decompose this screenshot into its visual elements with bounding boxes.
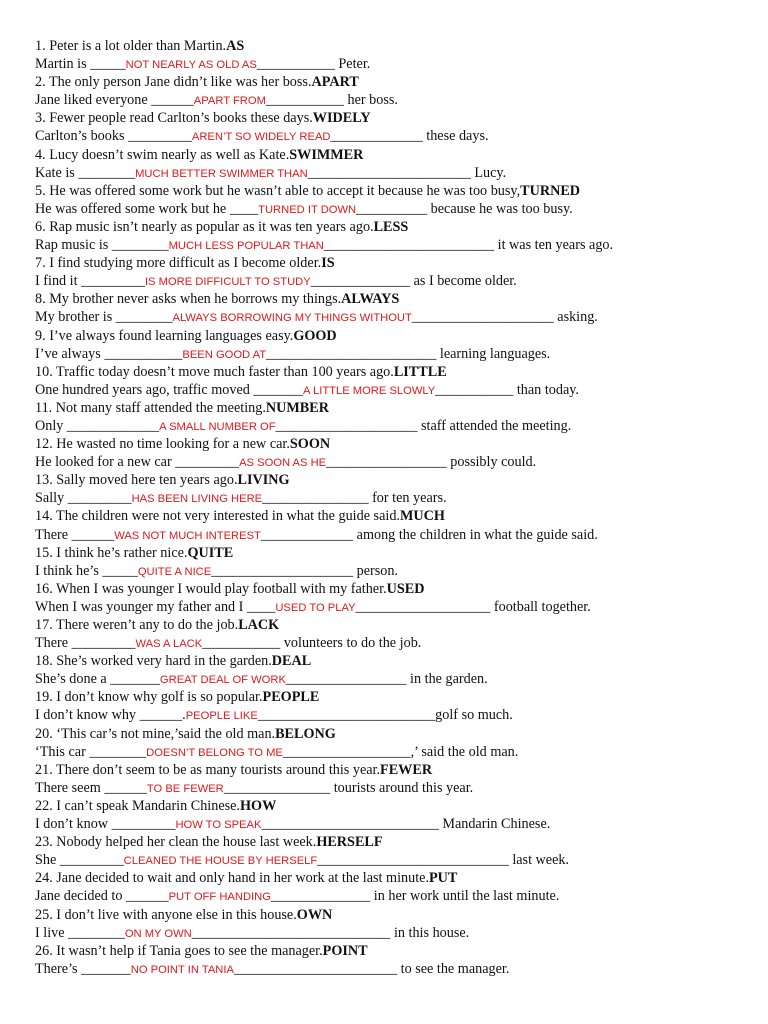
blank-after: _______________________	[233, 960, 398, 977]
exercise-prompt: I don’t know why golf is so popular.	[56, 689, 263, 706]
answer-start-text: I find it	[35, 273, 78, 290]
blank-before: _________	[175, 454, 240, 471]
handwritten-answer: ALWAYS BORROWING MY THINGS WITHOUT	[172, 312, 412, 325]
blank-before: _________	[67, 490, 132, 507]
answer-end-text: person.	[353, 562, 399, 579]
answer-start-text: When I was younger my father and I	[35, 598, 244, 615]
answer-start-text: I don’t know why	[35, 707, 137, 724]
blank-before: _________	[71, 635, 136, 652]
handwritten-answer: TURNED IT DOWN	[258, 203, 357, 216]
handwritten-answer: A SMALL NUMBER OF	[159, 420, 276, 433]
exercise-answer-line	[35, 164, 745, 182]
exercise-prompt: She’s worked very hard in the garden.	[56, 653, 272, 670]
exercise-answer-line	[35, 55, 745, 73]
exercise-prompt: He wasted no time looking for a new car.	[56, 436, 290, 453]
handwritten-answer: DOESN’T BELONG TO ME	[146, 746, 283, 759]
exercise-prompt: I don’t live with anyone else in this house.	[56, 906, 297, 923]
exercise-keyword: AS	[226, 38, 245, 54]
exercise-answer-line	[35, 200, 745, 218]
blank-after: ___________	[256, 56, 335, 73]
exercise-answer-line	[35, 634, 745, 652]
answer-end-text: because he was too busy.	[427, 200, 573, 217]
exercise-keyword: APART	[311, 74, 359, 91]
exercise-answer-line	[35, 851, 745, 869]
blank-before: ________	[68, 924, 125, 941]
blank-before: _________	[128, 128, 192, 145]
blank-before: ______	[71, 526, 115, 543]
exercise-prompt-line	[35, 73, 745, 91]
answer-end-text: ,’ said the old man.	[410, 743, 519, 760]
answer-start-text: There’s	[35, 960, 78, 977]
exercise-prompt: I think he’s rather nice.	[56, 544, 188, 561]
answer-start-text: Jane decided to	[35, 888, 123, 905]
exercise-answer-line	[35, 562, 745, 580]
exercise-prompt-line	[35, 37, 745, 55]
exercise-answer-line	[35, 779, 745, 797]
exercise-answer-line	[35, 887, 745, 905]
answer-start-text: Sally	[35, 490, 65, 507]
exercise-answer-line	[35, 308, 745, 326]
exercise-keyword: PUT	[429, 870, 458, 887]
handwritten-answer: MUCH LESS POPULAR THAN	[168, 240, 324, 253]
answer-end-text: Peter.	[334, 56, 371, 73]
exercise-number: 17.	[35, 617, 53, 633]
exercise-number: 3.	[35, 110, 46, 127]
blank-after: ____________________	[275, 417, 418, 434]
handwritten-answer: IS MORE DIFFICULT TO STUDY	[144, 276, 311, 289]
exercise-prompt-line	[35, 580, 745, 598]
exercise-number: 19.	[35, 689, 53, 706]
exercise-prompt: I’ve always found learning languages easy.	[49, 327, 294, 344]
exercise-keyword: LIVING	[237, 472, 290, 489]
blank-before: ______	[151, 92, 194, 109]
exercise-answer-line	[35, 91, 745, 109]
exercise-prompt: Jane decided to wait and only hand in her work at the last minute.	[56, 870, 429, 887]
answer-end-text: among the children in what the guide said.	[353, 526, 598, 543]
exercise-prompt: I can’t speak Mandarin Chinese.	[56, 797, 241, 814]
blank-after: ____________________________	[191, 924, 391, 941]
exercise-number: 13.	[35, 472, 53, 489]
exercise-keyword: HOW	[240, 797, 277, 814]
answer-start-text: I live	[35, 924, 65, 941]
exercise-keyword: QUITE	[187, 544, 234, 561]
handwritten-answer: HAS BEEN LIVING HERE	[131, 493, 263, 506]
exercise-answer-line	[35, 127, 745, 145]
exercise-number: 12.	[35, 436, 53, 453]
handwritten-answer: NO POINT IN TANIA	[130, 963, 234, 976]
exercise-number: 15.	[35, 544, 53, 561]
answer-end-text: golf so much.	[435, 707, 513, 724]
handwritten-answer: NOT NEARLY AS OLD AS	[125, 59, 257, 72]
exercise-prompt-line	[35, 833, 745, 851]
handwritten-answer: WAS NOT MUCH INTEREST	[114, 529, 261, 542]
answer-start-text: He was offered some work but he	[35, 200, 227, 217]
worksheet	[35, 37, 745, 978]
blank-after: ________________________	[323, 237, 495, 254]
exercise-prompt-line	[35, 146, 745, 164]
exercise-prompt: My brother never asks when he borrows my things.	[49, 291, 342, 308]
answer-end-text: her boss.	[343, 92, 398, 109]
answer-start-text: Only	[35, 417, 64, 434]
exercise-keyword: GOOD	[293, 327, 337, 344]
answer-end-text: as I become older.	[410, 273, 517, 290]
answer-end-text: in her work until the last minute.	[370, 888, 560, 905]
exercise-number: 14.	[35, 508, 53, 525]
answer-end-text: to see the manager.	[397, 960, 510, 977]
exercise-number: 4.	[35, 146, 46, 163]
answer-start-text: There	[35, 526, 69, 543]
exercise-prompt-line	[35, 616, 745, 634]
blank-before: _____________	[66, 417, 160, 434]
exercise-keyword: DEAL	[271, 653, 312, 670]
handwritten-answer: HOW TO SPEAK	[175, 819, 262, 832]
answer-end-text: tourists around this year.	[330, 779, 474, 796]
exercise-keyword: USED	[386, 580, 425, 597]
answer-start-text: He looked for a new car	[35, 454, 172, 471]
answer-start-text: I don’t know	[35, 816, 109, 833]
exercise-keyword: OWN	[296, 906, 333, 923]
blank-before: _________	[59, 852, 124, 869]
exercise-number: 9.	[35, 327, 46, 344]
answer-end-text: Mandarin Chinese.	[438, 816, 551, 833]
exercise-keyword: NUMBER	[265, 399, 329, 416]
exercise-prompt: Nobody helped her clean the house last week.	[56, 834, 317, 851]
exercise-prompt: There weren’t any to do the job.	[56, 617, 239, 633]
blank-after: _________________	[285, 671, 407, 688]
exercise-prompt: When I was younger I would play football with my father.	[56, 580, 387, 597]
exercise-prompt-line	[35, 507, 745, 525]
exercise-prompt: Rap music isn’t nearly as popular as it was ten years ago.	[49, 218, 374, 235]
exercise-keyword: IS	[321, 255, 335, 272]
exercise-prompt-line	[35, 399, 745, 417]
exercise-number: 2.	[35, 74, 46, 91]
exercise-prompt-line	[35, 471, 745, 489]
exercise-prompt: I find studying more difficult as I become older.	[49, 255, 322, 272]
answer-end-text: for ten years.	[368, 490, 447, 507]
exercise-answer-line	[35, 924, 745, 942]
exercise-answer-line	[35, 381, 745, 399]
exercise-prompt: The children were not very interested in what the guide said.	[56, 508, 400, 525]
exercise-prompt: The only person Jane didn’t like was her boss.	[48, 74, 312, 91]
blank-after: ____________________	[211, 562, 354, 579]
blank-after: _____________	[260, 526, 354, 543]
exercise-answer-line	[35, 272, 745, 290]
blank-before: ________	[89, 743, 147, 760]
answer-start-text: My brother is	[35, 309, 113, 326]
blank-after: ________________________	[266, 345, 437, 362]
exercise-answer-line	[35, 706, 745, 724]
exercise-number: 5.	[35, 182, 46, 199]
blank-after: ______________	[270, 888, 371, 905]
exercise-number: 21.	[35, 761, 53, 778]
handwritten-answer: A LITTLE MORE SLOWLY	[303, 384, 436, 397]
blank-before: _________	[111, 816, 176, 833]
blank-after: ____________________	[411, 309, 554, 326]
answer-start-text: There seem	[35, 779, 101, 796]
exercise-prompt: Fewer people read Carlton’s books these days.	[49, 110, 313, 127]
exercise-prompt: Peter is a lot older than Martin.	[49, 38, 227, 54]
answer-start-text: Martin is	[35, 56, 87, 73]
blank-before: ______.	[139, 707, 186, 724]
exercise-answer-line	[35, 815, 745, 833]
exercise-keyword: LESS	[373, 218, 409, 235]
answer-start-text: Kate is	[35, 164, 75, 181]
answer-start-text: Rap music is	[35, 237, 109, 254]
exercise-answer-line	[35, 670, 745, 688]
exercise-keyword: LITTLE	[393, 363, 447, 380]
exercise-keyword: MUCH	[399, 508, 445, 525]
answer-end-text: in this house.	[390, 924, 470, 941]
exercise-prompt: ‘This car’s not mine,’said the old man.	[56, 725, 276, 742]
exercise-keyword: PEOPLE	[262, 689, 320, 706]
exercise-answer-line	[35, 345, 745, 363]
handwritten-answer: APART FROM	[193, 95, 266, 108]
exercise-number: 10.	[35, 363, 53, 380]
exercise-number: 22.	[35, 797, 53, 814]
answer-start-text: I think he’s	[35, 562, 99, 579]
exercise-prompt-line	[35, 688, 745, 706]
exercise-keyword: HERSELF	[316, 834, 383, 851]
exercise-keyword: LACK	[238, 617, 280, 633]
blank-after: _________________	[326, 454, 447, 471]
blank-after: ___________	[202, 635, 281, 652]
blank-after: ___________	[435, 381, 514, 398]
answer-start-text: ‘This car	[35, 743, 86, 760]
exercise-prompt-line	[35, 435, 745, 453]
exercise-prompt-line	[35, 109, 745, 127]
blank-after: _______________	[262, 490, 369, 507]
blank-before: ________	[111, 237, 169, 254]
exercise-answer-line	[35, 960, 745, 978]
exercise-prompt-line	[35, 761, 745, 779]
exercise-number: 20.	[35, 725, 53, 742]
exercise-prompt-line	[35, 363, 745, 381]
answer-start-text: One hundred years ago, traffic moved	[35, 381, 250, 398]
handwritten-answer: GREAT DEAL OF WORK	[159, 674, 286, 687]
exercise-prompt-line	[35, 544, 745, 562]
blank-before: ________	[78, 164, 136, 181]
blank-before: _______	[81, 960, 131, 977]
exercise-number: 8.	[35, 291, 46, 308]
blank-before: ______	[126, 888, 169, 905]
blank-after: ___________________________	[317, 852, 509, 869]
exercise-prompt-line	[35, 652, 745, 670]
exercise-prompt: There don’t seem to be as many tourists around this year.	[56, 761, 381, 778]
exercise-keyword: WIDELY	[312, 110, 371, 127]
exercise-prompt: It wasn’t help if Tania goes to see the manager.	[56, 942, 323, 959]
exercise-prompt: He was offered some work but he wasn’t able to accept it because he was too busy,	[49, 182, 521, 199]
answer-end-text: volunteers to do the job.	[280, 635, 422, 652]
answer-end-text: last week.	[508, 852, 570, 869]
blank-after: _________________________	[257, 707, 436, 724]
blank-before: ____	[246, 598, 276, 615]
exercise-number: 18.	[35, 653, 53, 670]
blank-after: _______________________	[307, 164, 471, 181]
handwritten-answer: QUITE A NICE	[137, 565, 212, 578]
exercise-answer-line	[35, 489, 745, 507]
exercise-answer-line	[35, 743, 745, 761]
blank-after: ______________	[310, 273, 411, 290]
exercise-keyword: ALWAYS	[341, 291, 400, 308]
exercise-answer-line	[35, 453, 745, 471]
exercise-prompt-line	[35, 327, 745, 345]
handwritten-answer: AS SOON AS HE	[239, 457, 327, 470]
handwritten-answer: BEEN GOOD AT	[182, 348, 267, 361]
exercise-keyword: BELONG	[275, 725, 336, 742]
blank-before: _______	[253, 381, 304, 398]
answer-end-text: football together.	[490, 598, 591, 615]
blank-before: ________	[115, 309, 173, 326]
exercise-answer-line	[35, 598, 745, 616]
handwritten-answer: PUT OFF HANDING	[168, 891, 271, 904]
handwritten-answer: ON MY OWN	[124, 927, 192, 940]
answer-start-text: I’ve always	[35, 345, 101, 362]
exercise-prompt: Not many staff attended the meeting.	[55, 399, 266, 416]
blank-before: _____	[90, 56, 126, 73]
exercise-answer-line	[35, 526, 745, 544]
answer-start-text: Jane liked everyone	[35, 92, 148, 109]
exercise-prompt-line	[35, 218, 745, 236]
blank-after: ___________________	[355, 598, 491, 615]
exercise-prompt-line	[35, 725, 745, 743]
blank-before: _______	[110, 671, 160, 688]
exercise-keyword: POINT	[322, 942, 368, 959]
exercise-number: 25.	[35, 906, 53, 923]
answer-end-text: it was ten years ago.	[494, 237, 614, 254]
exercise-prompt-line	[35, 797, 745, 815]
exercise-prompt-line	[35, 942, 745, 960]
exercise-keyword: FEWER	[380, 761, 433, 778]
blank-after: _____________	[330, 128, 423, 145]
blank-after: ___________	[265, 92, 344, 109]
answer-end-text: staff attended the meeting.	[417, 417, 572, 434]
blank-after: __________	[356, 200, 428, 217]
exercise-keyword: SWIMMER	[289, 146, 364, 163]
exercise-number: 23.	[35, 834, 53, 851]
exercise-prompt: Traffic today doesn’t move much faster than 100 years ago.	[56, 363, 394, 380]
exercise-number: 11.	[35, 399, 53, 416]
answer-end-text: possibly could.	[446, 454, 537, 471]
exercise-prompt-line	[35, 869, 745, 887]
blank-before: ______	[104, 779, 147, 796]
exercise-number: 16.	[35, 580, 53, 597]
answer-start-text: She’s done a	[35, 671, 107, 688]
exercise-prompt-line	[35, 182, 745, 200]
exercise-prompt-line	[35, 254, 745, 272]
exercise-answer-line	[35, 417, 745, 435]
blank-after: _______________	[223, 779, 331, 796]
blank-before: ____	[229, 200, 259, 217]
handwritten-answer: MUCH BETTER SWIMMER THAN	[135, 167, 308, 180]
handwritten-answer: PEOPLE LIKE	[185, 710, 258, 723]
exercise-prompt-line	[35, 290, 745, 308]
answer-end-text: these days.	[422, 128, 489, 145]
answer-start-text: Carlton’s books	[35, 128, 125, 145]
handwritten-answer: USED TO PLAY	[275, 601, 356, 614]
blank-before: _____	[102, 562, 138, 579]
answer-end-text: learning languages.	[436, 345, 551, 362]
exercise-answer-line	[35, 236, 745, 254]
exercise-number: 24.	[35, 870, 53, 887]
handwritten-answer: CLEANED THE HOUSE BY HERSELF	[123, 855, 318, 868]
exercise-keyword: TURNED	[520, 182, 581, 199]
answer-end-text: in the garden.	[406, 671, 488, 688]
answer-start-text: There	[35, 635, 69, 652]
blank-before: ___________	[104, 345, 183, 362]
exercise-number: 1.	[35, 38, 46, 54]
answer-end-text: asking.	[553, 309, 598, 326]
handwritten-answer: AREN’T SO WIDELY READ	[191, 131, 331, 144]
blank-before: _________	[81, 273, 145, 290]
answer-end-text: than today.	[513, 381, 579, 398]
answer-start-text: She	[35, 852, 57, 869]
blank-after: __________________	[282, 743, 411, 760]
exercise-prompt-line	[35, 906, 745, 924]
blank-after: _________________________	[261, 816, 439, 833]
exercise-number: 6.	[35, 218, 46, 235]
handwritten-answer: TO BE FEWER	[146, 782, 224, 795]
exercise-number: 7.	[35, 255, 46, 272]
exercise-prompt: Sally moved here ten years ago.	[56, 472, 238, 489]
handwritten-answer: WAS A LACK	[135, 638, 203, 651]
answer-end-text: Lucy.	[470, 164, 507, 181]
exercise-prompt: Lucy doesn’t swim nearly as well as Kate.	[49, 146, 290, 163]
exercise-number: 26.	[35, 942, 53, 959]
exercise-keyword: SOON	[289, 436, 331, 453]
